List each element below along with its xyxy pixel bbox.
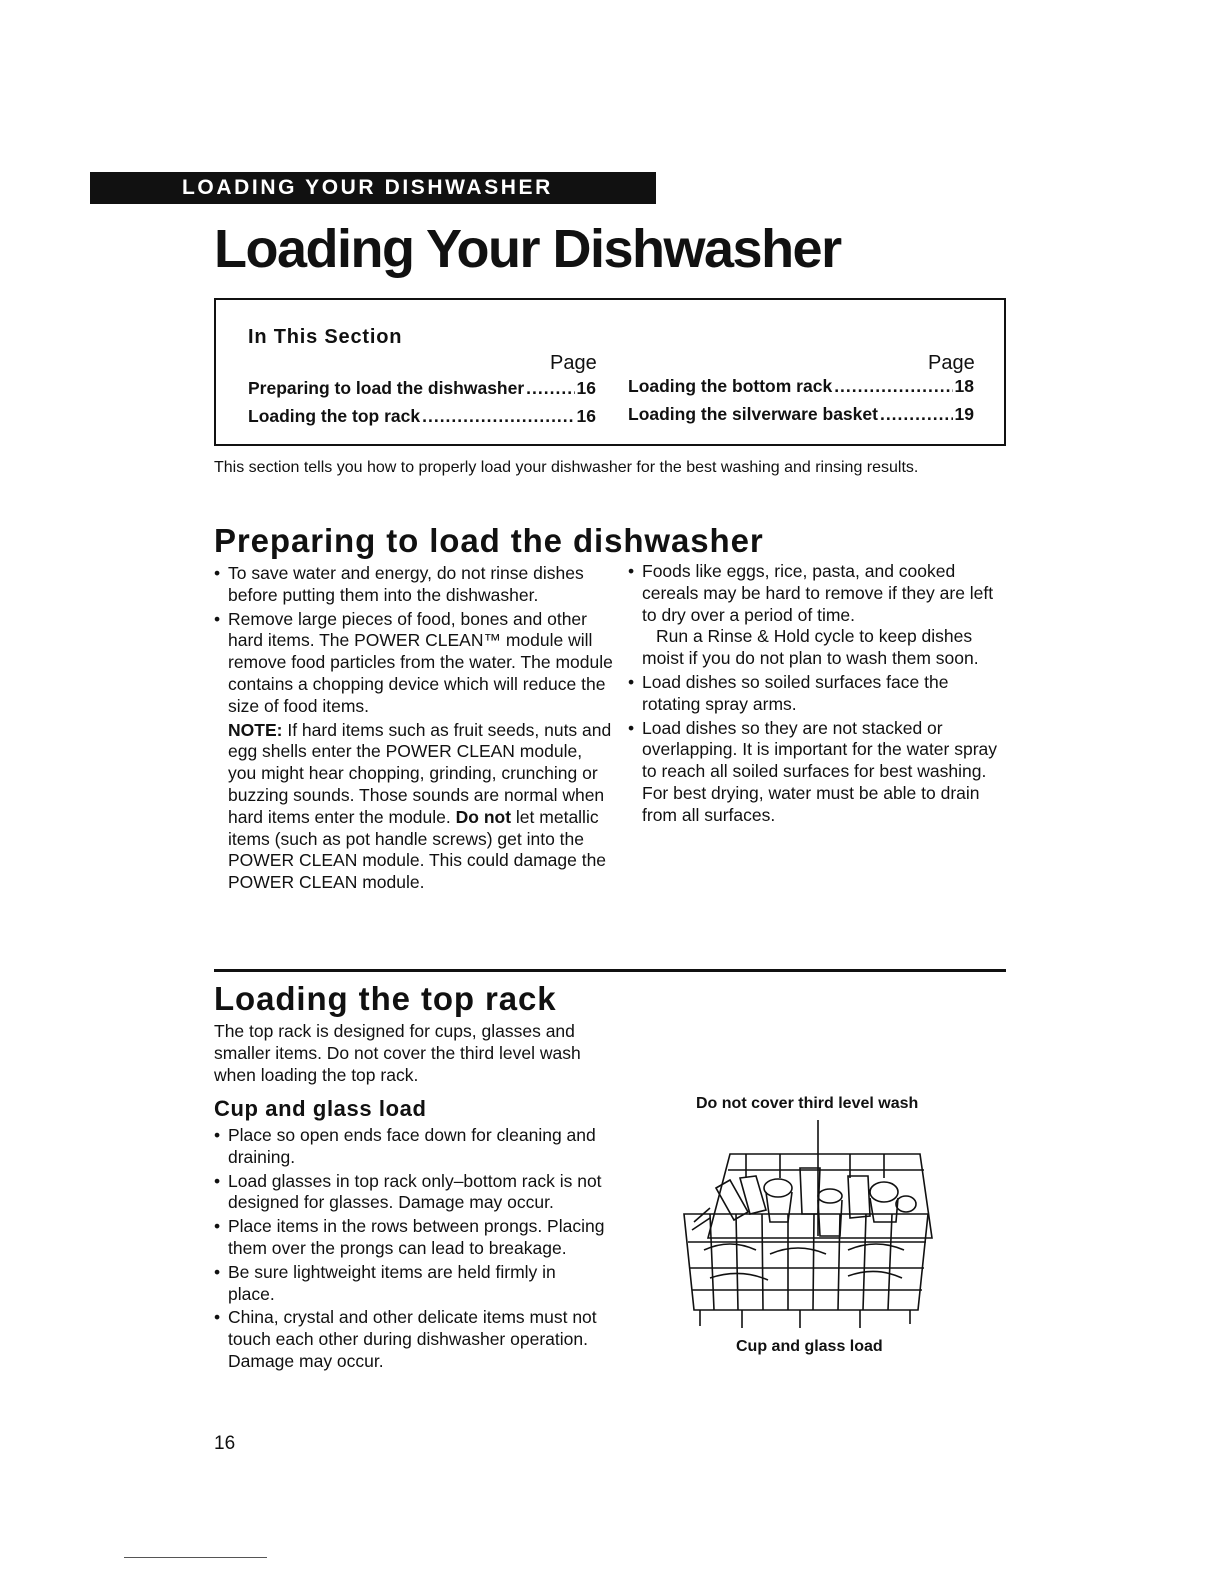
bullet-item: • Be sure lightweight items are held firmly in place. <box>214 1262 606 1306</box>
toc-page-label-right: Page <box>928 352 975 374</box>
preparing-left-column <box>214 563 614 894</box>
toc-entry-page: 18 <box>954 376 974 396</box>
top-rack-illustration <box>670 1118 942 1340</box>
heading-top-rack: Loading the top rack <box>214 980 557 1017</box>
toc-leader-dots <box>880 404 953 425</box>
page-number: 16 <box>214 1433 236 1454</box>
toc-heading: In This Section <box>248 326 403 348</box>
bullet-item: • China, crystal and other delicate items must not touch each other during dishwasher operation. Damage may occur. <box>214 1307 606 1372</box>
bullet-item: • Place so open ends face down for cleaning and draining. <box>214 1125 606 1169</box>
toc-entry-label: Loading the top rack <box>248 406 421 426</box>
note-text: let metallic items (such as pot handle screws) get into the POWER CLEAN module. This could damage the POWER CLEAN module. <box>228 806 607 893</box>
bullet-text: Foods like eggs, rice, pasta, and cooked cereals may be hard to remove if they are left to dry over a period of time. <box>642 561 994 625</box>
section-banner: LOADING YOUR DISHWASHER <box>90 172 656 204</box>
toc-entry[interactable] <box>628 376 974 397</box>
note-label: NOTE: <box>228 719 283 740</box>
top-rack-intro: The top rack is designed for cups, glasses and smaller items. Do not cover the third level wash when loading the top rack. <box>214 1021 581 1085</box>
note-paragraph <box>214 720 614 894</box>
in-this-section-box <box>214 298 1006 446</box>
bullet-item: • Remove large pieces of food, bones and other hard items. The POWER CLEAN™ module will remove food particles from the water. The module contains a chopping device which will reduce the size of food items. <box>214 609 614 718</box>
toc-leader-dots <box>526 378 574 399</box>
heading-preparing: Preparing to load the dishwasher <box>214 522 764 559</box>
note-text: If hard items such as fruit seeds, nuts and egg shells enter the POWER CLEAN module, you might hear chopping, grinding, crunching or buzzing sounds. Those sounds are normal when hard items enter the module. <box>228 719 612 827</box>
toc-entry-label: Preparing to load the dishwasher <box>248 378 525 398</box>
page-title: Loading Your Dishwasher <box>214 219 841 279</box>
figure-caption: Cup and glass load <box>736 1338 883 1355</box>
section-divider <box>214 969 1006 972</box>
bullet-item: • Load dishes so soiled surfaces face the rotating spray arms. <box>628 672 1006 716</box>
preparing-right-column <box>628 561 1006 829</box>
bullet-followup: Run a Rinse & Hold cycle to keep dishes moist if you do not plan to wash them soon. <box>642 626 979 669</box>
bullet-item: • Load glasses in top rack only–bottom rack is not designed for glasses. Damage may occur. <box>214 1171 606 1215</box>
bullet-item <box>628 561 1006 670</box>
toc-entry-page: 16 <box>576 378 596 398</box>
toc-entry[interactable] <box>628 404 974 425</box>
bullet-item: • Load dishes so they are not stacked or overlapping. It is important for the water spray to reach all soiled surfaces for best washing. For best drying, water must be able to drain from all surfaces. <box>628 718 1006 827</box>
toc-leader-dots <box>422 406 574 427</box>
toc-entry[interactable] <box>248 378 596 399</box>
toc-leader-dots <box>834 376 952 397</box>
cup-glass-list <box>214 1125 606 1375</box>
figure-callout: Do not cover third level wash <box>696 1095 919 1112</box>
bullet-item: • Place items in the rows between prongs. Placing them over the prongs can lead to breakage. <box>214 1216 606 1260</box>
toc-entry[interactable] <box>248 406 596 427</box>
toc-entry-page: 19 <box>954 404 974 424</box>
toc-page-label-left: Page <box>550 352 597 374</box>
bullet-item: • To save water and energy, do not rinse dishes before putting them into the dishwasher. <box>214 563 614 607</box>
toc-entry-label: Loading the bottom rack <box>628 376 833 396</box>
heading-cup-glass-load: Cup and glass load <box>214 1096 427 1121</box>
toc-entry-page: 16 <box>576 406 596 426</box>
note-do-not: Do not <box>455 806 512 827</box>
section-intro: This section tells you how to properly load your dishwasher for the best washing and rinsing results. <box>214 459 919 476</box>
footer-rule <box>124 1557 267 1558</box>
toc-entry-label: Loading the silverware basket <box>628 404 878 424</box>
